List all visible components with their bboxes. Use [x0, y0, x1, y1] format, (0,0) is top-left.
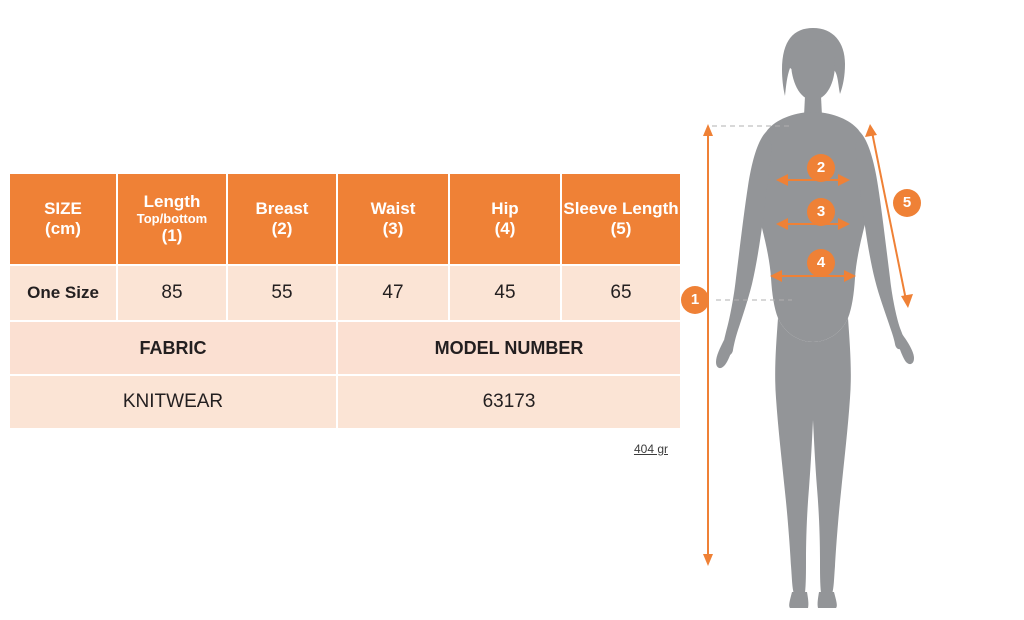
size-chart-table [8, 172, 682, 430]
header-length-sub: Top/bottom [136, 210, 208, 226]
weight-note [560, 442, 668, 456]
table-row [9, 265, 681, 321]
header-sleeve-label: Sleeve [563, 199, 618, 219]
header-waist [337, 173, 449, 265]
header-size [9, 173, 117, 265]
header-waist-num: (3) [382, 219, 404, 238]
header-hip [449, 173, 561, 265]
value-sleeve: 65 [561, 265, 681, 321]
female-body-silhouette [716, 28, 914, 608]
header-length-num: (1) [161, 226, 183, 246]
table-row [9, 321, 681, 375]
badge-4: 4 [808, 250, 834, 276]
table-row [9, 375, 681, 429]
header-breast [227, 173, 337, 265]
value-fabric: KNITWEAR [9, 375, 337, 429]
header-length-label: Length [143, 191, 201, 211]
header-length [117, 173, 227, 265]
badge-5: 5 [894, 190, 920, 216]
table-header-row [9, 173, 681, 265]
value-waist: 47 [337, 265, 449, 321]
header-sleeve-num: (5) [610, 219, 632, 238]
badge-3: 3 [808, 199, 834, 225]
header-waist-label: Waist [370, 199, 416, 219]
row-label-one-size: One Size [9, 265, 117, 321]
header-size-label: SIZE [44, 199, 82, 219]
badge-2: 2 [808, 155, 834, 181]
label-fabric: FABRIC [9, 321, 337, 375]
header-sleeve-length [561, 173, 681, 265]
model-figure-diagram [672, 0, 1024, 620]
value-hip: 45 [449, 265, 561, 321]
value-length: 85 [117, 265, 227, 321]
figure-svg [672, 0, 1024, 620]
weight-note-text: 404 gr [633, 442, 668, 456]
header-size-unit: (cm) [45, 219, 81, 238]
header-breast-label: Breast [255, 199, 309, 219]
value-breast: 55 [227, 265, 337, 321]
value-model-number: 63173 [337, 375, 681, 429]
badge-1: 1 [682, 287, 708, 313]
header-hip-label: Hip [491, 199, 519, 219]
header-breast-num: (2) [271, 219, 293, 238]
header-hip-num: (4) [494, 219, 516, 238]
header-sleeve-label-b: Length [621, 199, 679, 219]
label-model-number: MODEL NUMBER [337, 321, 681, 375]
